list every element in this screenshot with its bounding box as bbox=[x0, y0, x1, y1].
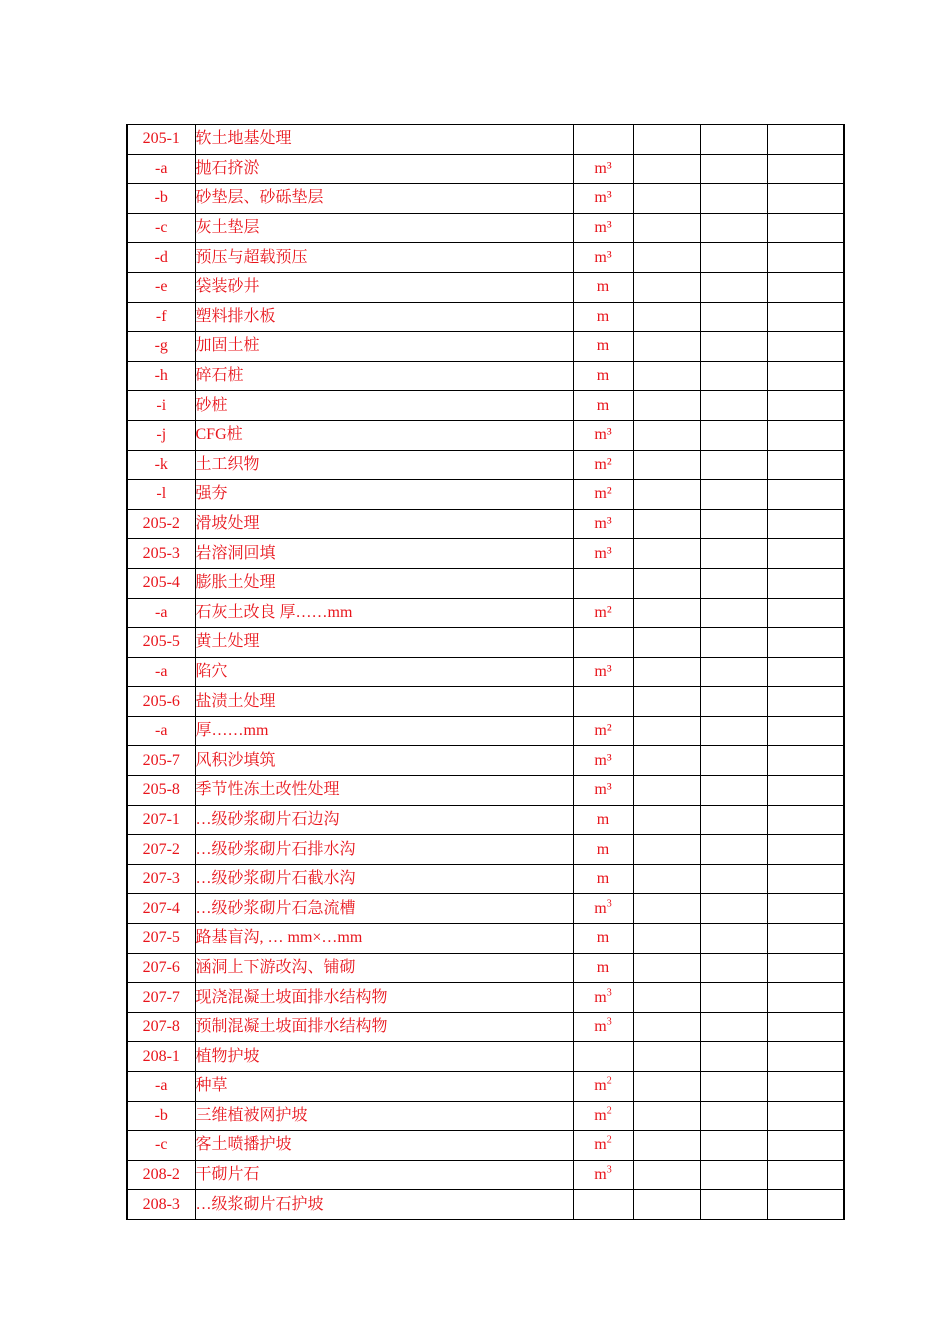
unit-cell bbox=[573, 687, 633, 717]
quantity-cell[interactable] bbox=[633, 1072, 700, 1102]
unit-price-cell[interactable] bbox=[700, 1190, 767, 1220]
amount-cell[interactable] bbox=[767, 716, 844, 746]
unit-cell bbox=[573, 1101, 633, 1131]
table-row bbox=[127, 420, 844, 450]
item-name-cell: 干砌片石 bbox=[195, 1160, 573, 1190]
item-code-cell: -a bbox=[127, 154, 195, 184]
unit-price-cell[interactable] bbox=[700, 391, 767, 421]
amount-cell[interactable] bbox=[767, 983, 844, 1013]
amount-cell[interactable] bbox=[767, 628, 844, 658]
item-name-cell: 膨胀土处理 bbox=[195, 568, 573, 598]
item-name-cell: …级砂浆砌片石边沟 bbox=[195, 805, 573, 835]
item-name-cell: 厚……mm bbox=[195, 716, 573, 746]
amount-cell[interactable] bbox=[767, 272, 844, 302]
unit-cell: m bbox=[573, 924, 633, 954]
item-name-cell: 风积沙填筑 bbox=[195, 746, 573, 776]
table-row bbox=[127, 450, 844, 480]
table-row bbox=[127, 568, 844, 598]
table-row bbox=[127, 480, 844, 510]
quantity-cell[interactable] bbox=[633, 983, 700, 1013]
quantity-cell[interactable] bbox=[633, 1012, 700, 1042]
table-row bbox=[127, 716, 844, 746]
unit-cell: m³ bbox=[573, 184, 633, 214]
item-name-cell: 黄土处理 bbox=[195, 628, 573, 658]
unit-base: m bbox=[594, 1106, 607, 1124]
item-code-cell: 205-2 bbox=[127, 509, 195, 539]
unit-exponent: 3 bbox=[606, 898, 612, 910]
unit-cell bbox=[573, 1012, 633, 1042]
quantity-cell[interactable] bbox=[633, 302, 700, 332]
unit-cell bbox=[573, 1160, 633, 1190]
amount-cell[interactable] bbox=[767, 776, 844, 806]
item-name-cell: 路基盲沟, … mm×…mm bbox=[195, 924, 573, 954]
table-row bbox=[127, 391, 844, 421]
amount-cell[interactable] bbox=[767, 1012, 844, 1042]
amount-cell[interactable] bbox=[767, 1131, 844, 1161]
table-row bbox=[127, 184, 844, 214]
table-row bbox=[127, 687, 844, 717]
item-name-cell: 预压与超载预压 bbox=[195, 243, 573, 273]
unit-base: m bbox=[594, 1018, 607, 1036]
amount-cell[interactable] bbox=[767, 1190, 844, 1220]
item-code-cell: 205-3 bbox=[127, 539, 195, 569]
item-code-cell: -f bbox=[127, 302, 195, 332]
item-code-cell: 205-7 bbox=[127, 746, 195, 776]
quantity-cell[interactable] bbox=[633, 835, 700, 865]
item-name-cell: 砂垫层、砂砾垫层 bbox=[195, 184, 573, 214]
table-row bbox=[127, 835, 844, 865]
unit-exponent: 2 bbox=[606, 1075, 612, 1087]
unit-cell: m³ bbox=[573, 243, 633, 273]
unit-price-cell[interactable] bbox=[700, 776, 767, 806]
unit-cell bbox=[573, 568, 633, 598]
unit-cell: m bbox=[573, 835, 633, 865]
table-row bbox=[127, 894, 844, 924]
unit-exponent: 3 bbox=[606, 987, 612, 999]
item-code-cell: 207-1 bbox=[127, 805, 195, 835]
unit-price-cell[interactable] bbox=[700, 657, 767, 687]
item-code-cell: -j bbox=[127, 420, 195, 450]
quantity-cell[interactable] bbox=[633, 243, 700, 273]
amount-cell[interactable] bbox=[767, 657, 844, 687]
unit-price-cell[interactable] bbox=[700, 154, 767, 184]
table-body bbox=[127, 125, 844, 1220]
item-code-cell: 208-1 bbox=[127, 1042, 195, 1072]
table-row bbox=[127, 243, 844, 273]
amount-cell[interactable] bbox=[767, 450, 844, 480]
unit-price-cell[interactable] bbox=[700, 332, 767, 362]
unit-price-cell[interactable] bbox=[700, 805, 767, 835]
unit-price-cell[interactable] bbox=[700, 746, 767, 776]
unit-exponent: 2 bbox=[606, 1135, 612, 1147]
item-name-cell: 抛石挤淤 bbox=[195, 154, 573, 184]
unit-cell: m³ bbox=[573, 776, 633, 806]
quantity-cell[interactable] bbox=[633, 332, 700, 362]
amount-cell[interactable] bbox=[767, 805, 844, 835]
table-row bbox=[127, 1131, 844, 1161]
amount-cell[interactable] bbox=[767, 213, 844, 243]
table-row bbox=[127, 539, 844, 569]
unit-cell: m³ bbox=[573, 509, 633, 539]
quantity-cell[interactable] bbox=[633, 539, 700, 569]
item-code-cell: 205-1 bbox=[127, 125, 195, 155]
quantity-cell[interactable] bbox=[633, 125, 700, 155]
quantity-cell[interactable] bbox=[633, 450, 700, 480]
item-name-cell: 客土喷播护坡 bbox=[195, 1131, 573, 1161]
quantity-cell[interactable] bbox=[633, 1160, 700, 1190]
unit-cell bbox=[573, 1131, 633, 1161]
unit-cell bbox=[573, 983, 633, 1013]
item-code-cell: 207-8 bbox=[127, 1012, 195, 1042]
item-name-cell: 强夯 bbox=[195, 480, 573, 510]
item-code-cell: -l bbox=[127, 480, 195, 510]
amount-cell[interactable] bbox=[767, 1101, 844, 1131]
unit-price-cell[interactable] bbox=[700, 302, 767, 332]
unit-price-cell[interactable] bbox=[700, 953, 767, 983]
table-row bbox=[127, 746, 844, 776]
unit-price-cell[interactable] bbox=[700, 568, 767, 598]
quantity-cell[interactable] bbox=[633, 1101, 700, 1131]
item-code-cell: -e bbox=[127, 272, 195, 302]
amount-cell[interactable] bbox=[767, 687, 844, 717]
item-code-cell: 208-3 bbox=[127, 1190, 195, 1220]
unit-price-cell[interactable] bbox=[700, 983, 767, 1013]
quantity-cell[interactable] bbox=[633, 716, 700, 746]
table-row bbox=[127, 1160, 844, 1190]
unit-price-cell[interactable] bbox=[700, 835, 767, 865]
unit-cell: m bbox=[573, 864, 633, 894]
unit-cell bbox=[573, 1072, 633, 1102]
item-code-cell: 207-7 bbox=[127, 983, 195, 1013]
unit-cell: m³ bbox=[573, 213, 633, 243]
item-code-cell: -c bbox=[127, 1131, 195, 1161]
amount-cell[interactable] bbox=[767, 1042, 844, 1072]
amount-cell[interactable] bbox=[767, 420, 844, 450]
bill-of-quantities-table bbox=[126, 124, 845, 1220]
unit-base: m bbox=[594, 899, 607, 917]
table-row bbox=[127, 657, 844, 687]
unit-cell: m³ bbox=[573, 420, 633, 450]
amount-cell[interactable] bbox=[767, 924, 844, 954]
unit-base: m bbox=[594, 1166, 607, 1184]
quantity-cell[interactable] bbox=[633, 776, 700, 806]
item-code-cell: -g bbox=[127, 332, 195, 362]
item-code-cell: 207-2 bbox=[127, 835, 195, 865]
unit-cell: m bbox=[573, 332, 633, 362]
quantity-cell[interactable] bbox=[633, 864, 700, 894]
quantity-cell[interactable] bbox=[633, 420, 700, 450]
amount-cell[interactable] bbox=[767, 746, 844, 776]
item-name-cell: …级砂浆砌片石急流槽 bbox=[195, 894, 573, 924]
item-name-cell: 土工织物 bbox=[195, 450, 573, 480]
quantity-cell[interactable] bbox=[633, 746, 700, 776]
quantity-cell[interactable] bbox=[633, 1190, 700, 1220]
unit-price-cell[interactable] bbox=[700, 1042, 767, 1072]
item-name-cell: 灰土垫层 bbox=[195, 213, 573, 243]
amount-cell[interactable] bbox=[767, 598, 844, 628]
quantity-cell[interactable] bbox=[633, 568, 700, 598]
unit-price-cell[interactable] bbox=[700, 184, 767, 214]
amount-cell[interactable] bbox=[767, 125, 844, 155]
quantity-cell[interactable] bbox=[633, 924, 700, 954]
unit-price-cell[interactable] bbox=[700, 864, 767, 894]
amount-cell[interactable] bbox=[767, 568, 844, 598]
item-name-cell: 涵洞上下游改沟、铺砌 bbox=[195, 953, 573, 983]
quantity-cell[interactable] bbox=[633, 657, 700, 687]
unit-cell: m³ bbox=[573, 746, 633, 776]
unit-price-cell[interactable] bbox=[700, 243, 767, 273]
table-row bbox=[127, 864, 844, 894]
unit-cell: m bbox=[573, 302, 633, 332]
item-name-cell: …级砂浆砌片石排水沟 bbox=[195, 835, 573, 865]
item-code-cell: -d bbox=[127, 243, 195, 273]
amount-cell[interactable] bbox=[767, 302, 844, 332]
table-row bbox=[127, 154, 844, 184]
amount-cell[interactable] bbox=[767, 184, 844, 214]
unit-price-cell[interactable] bbox=[700, 1012, 767, 1042]
table-row bbox=[127, 272, 844, 302]
item-code-cell: 208-2 bbox=[127, 1160, 195, 1190]
unit-cell bbox=[573, 894, 633, 924]
item-name-cell: 软土地基处理 bbox=[195, 125, 573, 155]
item-name-cell: 加固土桩 bbox=[195, 332, 573, 362]
quantity-cell[interactable] bbox=[633, 687, 700, 717]
item-name-cell: 塑料排水板 bbox=[195, 302, 573, 332]
quantity-cell[interactable] bbox=[633, 184, 700, 214]
table-row bbox=[127, 776, 844, 806]
unit-cell: m³ bbox=[573, 657, 633, 687]
table-row bbox=[127, 1042, 844, 1072]
unit-cell: m² bbox=[573, 716, 633, 746]
unit-price-cell[interactable] bbox=[700, 628, 767, 658]
item-code-cell: 205-6 bbox=[127, 687, 195, 717]
quantity-cell[interactable] bbox=[633, 805, 700, 835]
quantity-cell[interactable] bbox=[633, 509, 700, 539]
table-row bbox=[127, 983, 844, 1013]
unit-exponent: 2 bbox=[606, 1105, 612, 1117]
amount-cell[interactable] bbox=[767, 509, 844, 539]
unit-price-cell[interactable] bbox=[700, 1131, 767, 1161]
table-row bbox=[127, 509, 844, 539]
unit-cell: m bbox=[573, 361, 633, 391]
item-code-cell: 207-5 bbox=[127, 924, 195, 954]
item-code-cell: -a bbox=[127, 598, 195, 628]
quantity-cell[interactable] bbox=[633, 953, 700, 983]
item-code-cell: -i bbox=[127, 391, 195, 421]
amount-cell[interactable] bbox=[767, 480, 844, 510]
item-name-cell: 滑坡处理 bbox=[195, 509, 573, 539]
table-row bbox=[127, 1190, 844, 1220]
item-name-cell: 砂桩 bbox=[195, 391, 573, 421]
unit-base: m bbox=[594, 988, 607, 1006]
amount-cell[interactable] bbox=[767, 864, 844, 894]
item-name-cell: 三维植被网护坡 bbox=[195, 1101, 573, 1131]
unit-price-cell[interactable] bbox=[700, 1160, 767, 1190]
unit-price-cell[interactable] bbox=[700, 1072, 767, 1102]
unit-price-cell[interactable] bbox=[700, 716, 767, 746]
item-code-cell: -a bbox=[127, 716, 195, 746]
item-code-cell: -a bbox=[127, 1072, 195, 1102]
unit-cell bbox=[573, 1190, 633, 1220]
table-row bbox=[127, 302, 844, 332]
item-name-cell: …级砂浆砌片石截水沟 bbox=[195, 864, 573, 894]
quantity-cell[interactable] bbox=[633, 598, 700, 628]
table-row bbox=[127, 332, 844, 362]
unit-cell bbox=[573, 628, 633, 658]
unit-cell bbox=[573, 125, 633, 155]
quantity-cell[interactable] bbox=[633, 628, 700, 658]
unit-base: m bbox=[594, 1136, 607, 1154]
table-row bbox=[127, 805, 844, 835]
item-code-cell: 205-8 bbox=[127, 776, 195, 806]
unit-cell: m bbox=[573, 391, 633, 421]
unit-price-cell[interactable] bbox=[700, 598, 767, 628]
unit-price-cell[interactable] bbox=[700, 687, 767, 717]
amount-cell[interactable] bbox=[767, 953, 844, 983]
amount-cell[interactable] bbox=[767, 361, 844, 391]
unit-price-cell[interactable] bbox=[700, 420, 767, 450]
amount-cell[interactable] bbox=[767, 243, 844, 273]
table-row bbox=[127, 628, 844, 658]
item-name-cell: 种草 bbox=[195, 1072, 573, 1102]
item-name-cell: …级浆砌片石护坡 bbox=[195, 1190, 573, 1220]
item-name-cell: 石灰土改良 厚……mm bbox=[195, 598, 573, 628]
item-name-cell: 植物护坡 bbox=[195, 1042, 573, 1072]
table-row bbox=[127, 1072, 844, 1102]
amount-cell[interactable] bbox=[767, 894, 844, 924]
quantity-cell[interactable] bbox=[633, 1042, 700, 1072]
unit-base: m bbox=[594, 1077, 607, 1095]
item-name-cell: CFG桩 bbox=[195, 420, 573, 450]
item-name-cell: 现浇混凝土坡面排水结构物 bbox=[195, 983, 573, 1013]
amount-cell[interactable] bbox=[767, 391, 844, 421]
amount-cell[interactable] bbox=[767, 1072, 844, 1102]
unit-price-cell[interactable] bbox=[700, 361, 767, 391]
item-name-cell: 岩溶洞回填 bbox=[195, 539, 573, 569]
table-row bbox=[127, 1101, 844, 1131]
quantity-cell[interactable] bbox=[633, 272, 700, 302]
unit-cell: m² bbox=[573, 450, 633, 480]
unit-cell bbox=[573, 1042, 633, 1072]
unit-exponent: 3 bbox=[606, 1016, 612, 1028]
unit-price-cell[interactable] bbox=[700, 272, 767, 302]
amount-cell[interactable] bbox=[767, 1160, 844, 1190]
quantity-cell[interactable] bbox=[633, 213, 700, 243]
item-name-cell: 季节性冻土改性处理 bbox=[195, 776, 573, 806]
item-name-cell: 陷穴 bbox=[195, 657, 573, 687]
amount-cell[interactable] bbox=[767, 332, 844, 362]
table-row bbox=[127, 1012, 844, 1042]
unit-price-cell[interactable] bbox=[700, 509, 767, 539]
item-code-cell: -c bbox=[127, 213, 195, 243]
unit-cell: m² bbox=[573, 480, 633, 510]
item-code-cell: -a bbox=[127, 657, 195, 687]
unit-cell: m² bbox=[573, 598, 633, 628]
item-code-cell: 207-3 bbox=[127, 864, 195, 894]
unit-cell: m³ bbox=[573, 539, 633, 569]
item-name-cell: 盐渍土处理 bbox=[195, 687, 573, 717]
item-code-cell: 205-4 bbox=[127, 568, 195, 598]
item-code-cell: -k bbox=[127, 450, 195, 480]
table-row bbox=[127, 924, 844, 954]
item-code-cell: 207-4 bbox=[127, 894, 195, 924]
unit-price-cell[interactable] bbox=[700, 480, 767, 510]
unit-cell: m³ bbox=[573, 154, 633, 184]
amount-cell[interactable] bbox=[767, 835, 844, 865]
table-row bbox=[127, 953, 844, 983]
item-code-cell: -h bbox=[127, 361, 195, 391]
quantity-cell[interactable] bbox=[633, 894, 700, 924]
quantity-cell[interactable] bbox=[633, 480, 700, 510]
table-row bbox=[127, 213, 844, 243]
unit-price-cell[interactable] bbox=[700, 539, 767, 569]
unit-exponent: 3 bbox=[606, 1164, 612, 1176]
item-code-cell: -b bbox=[127, 184, 195, 214]
quantity-cell[interactable] bbox=[633, 1131, 700, 1161]
item-name-cell: 碎石桩 bbox=[195, 361, 573, 391]
table-row bbox=[127, 361, 844, 391]
quantity-cell[interactable] bbox=[633, 391, 700, 421]
unit-cell: m bbox=[573, 805, 633, 835]
unit-cell: m bbox=[573, 272, 633, 302]
item-code-cell: 205-5 bbox=[127, 628, 195, 658]
item-code-cell: 207-6 bbox=[127, 953, 195, 983]
amount-cell[interactable] bbox=[767, 154, 844, 184]
unit-price-cell[interactable] bbox=[700, 1101, 767, 1131]
unit-cell: m bbox=[573, 953, 633, 983]
unit-price-cell[interactable] bbox=[700, 924, 767, 954]
item-name-cell: 预制混凝土坡面排水结构物 bbox=[195, 1012, 573, 1042]
unit-price-cell[interactable] bbox=[700, 213, 767, 243]
unit-price-cell[interactable] bbox=[700, 125, 767, 155]
item-name-cell: 袋装砂井 bbox=[195, 272, 573, 302]
quantity-cell[interactable] bbox=[633, 361, 700, 391]
quantity-cell[interactable] bbox=[633, 154, 700, 184]
item-code-cell: -b bbox=[127, 1101, 195, 1131]
table-row bbox=[127, 125, 844, 155]
table-row bbox=[127, 598, 844, 628]
unit-price-cell[interactable] bbox=[700, 894, 767, 924]
unit-price-cell[interactable] bbox=[700, 450, 767, 480]
amount-cell[interactable] bbox=[767, 539, 844, 569]
